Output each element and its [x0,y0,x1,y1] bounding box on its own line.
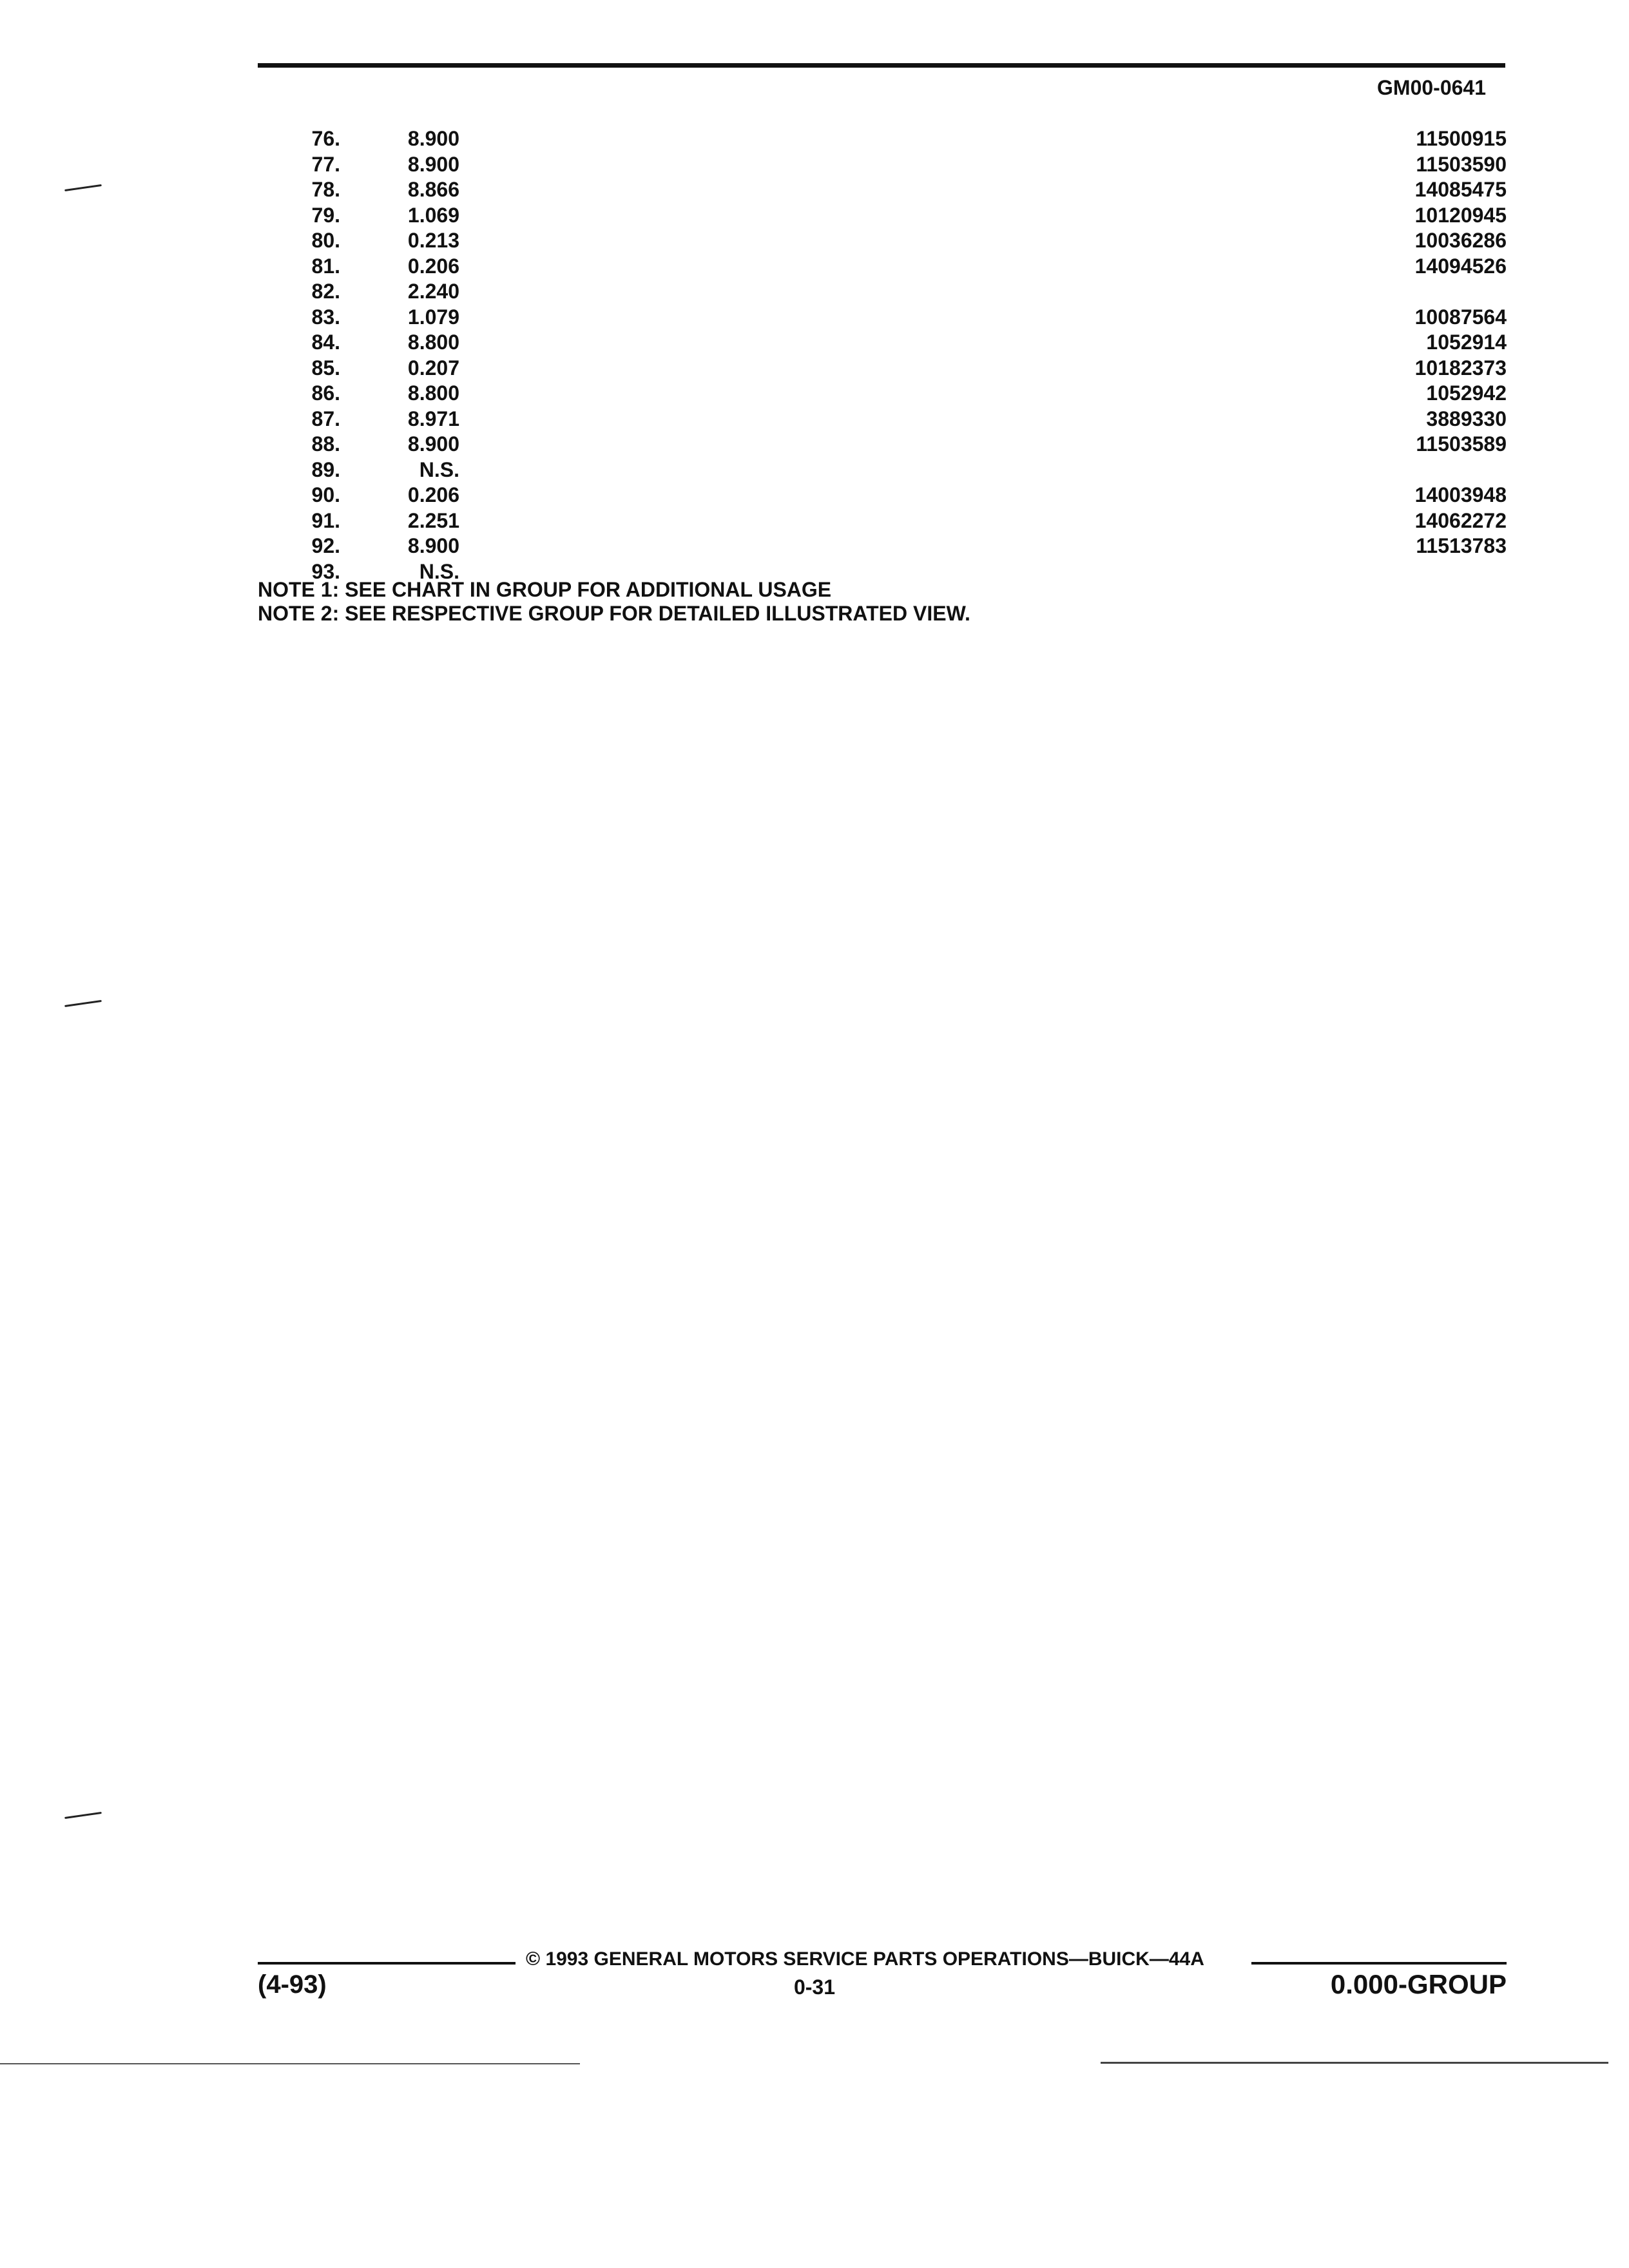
item-number: 76. [311,127,340,150]
item-number: 82. [311,280,340,303]
part-number: 11503590 [1416,152,1507,176]
part-number: 11503589 [1416,432,1507,456]
part-row [258,508,1507,534]
part-number: 14062272 [1414,508,1507,532]
scan-mark [64,184,102,191]
item-number: 79. [311,203,340,227]
document-id: GM00-0641 [1377,76,1486,99]
group-number: 8.900 [407,432,459,456]
item-number: 90. [311,483,340,506]
part-number: 10087564 [1414,305,1507,329]
item-number: 77. [311,152,340,176]
part-row [258,330,1507,356]
part-row [258,203,1507,229]
footer-rule-right [1251,1962,1507,1965]
part-number: 14003948 [1414,483,1507,506]
item-number: 78. [311,178,340,201]
part-row [258,381,1507,407]
scan-edge-line [1101,2062,1608,2064]
part-number: 3889330 [1426,407,1507,430]
part-row [258,126,1507,152]
group-number: 0.213 [407,229,459,252]
group-number: 1.079 [407,305,459,329]
group-number: 8.800 [407,331,459,354]
group-number: 8.971 [407,407,459,430]
item-number: 80. [311,229,340,252]
group-number: N.S. [419,559,459,583]
group-label: 0.000-GROUP [1330,1969,1507,1999]
revision-date: (4-93) [258,1970,327,1999]
page-number: 0-31 [793,1975,836,1999]
item-number: 92. [311,534,340,557]
note-2: NOTE 2: SEE RESPECTIVE GROUP FOR DETAILED ILLUSTRATED VIEW. [258,602,970,625]
item-number: 86. [311,381,340,405]
group-number: 8.900 [407,127,459,150]
part-row [258,279,1507,305]
part-number: 10120945 [1414,203,1507,227]
group-number: 8.800 [407,381,459,405]
item-number: 83. [311,305,340,329]
part-row [258,177,1507,203]
part-row [258,483,1507,508]
part-row [258,152,1507,178]
part-row [258,457,1507,483]
notes [258,578,970,626]
group-number: 0.207 [407,356,459,380]
scan-mark [64,1812,102,1819]
group-number: 2.251 [407,508,459,532]
scan-edge-line [0,2063,580,2064]
part-number: 10036286 [1414,229,1507,252]
part-number: 1052914 [1426,331,1507,354]
group-number: 8.866 [407,178,459,201]
item-number: 93. [311,559,340,583]
part-number: 1052942 [1426,381,1507,405]
group-number: 8.900 [407,534,459,557]
group-number: 1.069 [407,203,459,227]
scan-mark [64,1000,102,1007]
footer-rule-left [258,1962,516,1965]
group-number: 8.900 [407,152,459,176]
item-number: 88. [311,432,340,456]
part-number: 11500915 [1416,127,1507,150]
part-row [258,254,1507,280]
group-number: 0.206 [407,254,459,278]
item-number: 85. [311,356,340,380]
item-number: 89. [311,457,340,481]
part-row [258,356,1507,381]
part-number: 14085475 [1414,178,1507,201]
item-number: 91. [311,508,340,532]
note-1: NOTE 1: SEE CHART IN GROUP FOR ADDITIONAL USAGE [258,578,832,601]
part-row [258,305,1507,331]
group-number: N.S. [419,457,459,481]
group-number: 0.206 [407,483,459,506]
part-number: 11513783 [1416,534,1507,557]
part-number: 14094526 [1414,254,1507,278]
item-number: 84. [311,331,340,354]
part-number: 10182373 [1414,356,1507,380]
part-row [258,228,1507,254]
top-rule [258,63,1505,68]
part-row [258,533,1507,559]
copyright-notice: © 1993 GENERAL MOTORS SERVICE PARTS OPERATIONS—BUICK—44A [526,1948,1204,1970]
part-row [258,407,1507,432]
item-number: 81. [311,254,340,278]
parts-list [258,126,1507,584]
group-number: 2.240 [407,280,459,303]
item-number: 87. [311,407,340,430]
part-row [258,432,1507,457]
